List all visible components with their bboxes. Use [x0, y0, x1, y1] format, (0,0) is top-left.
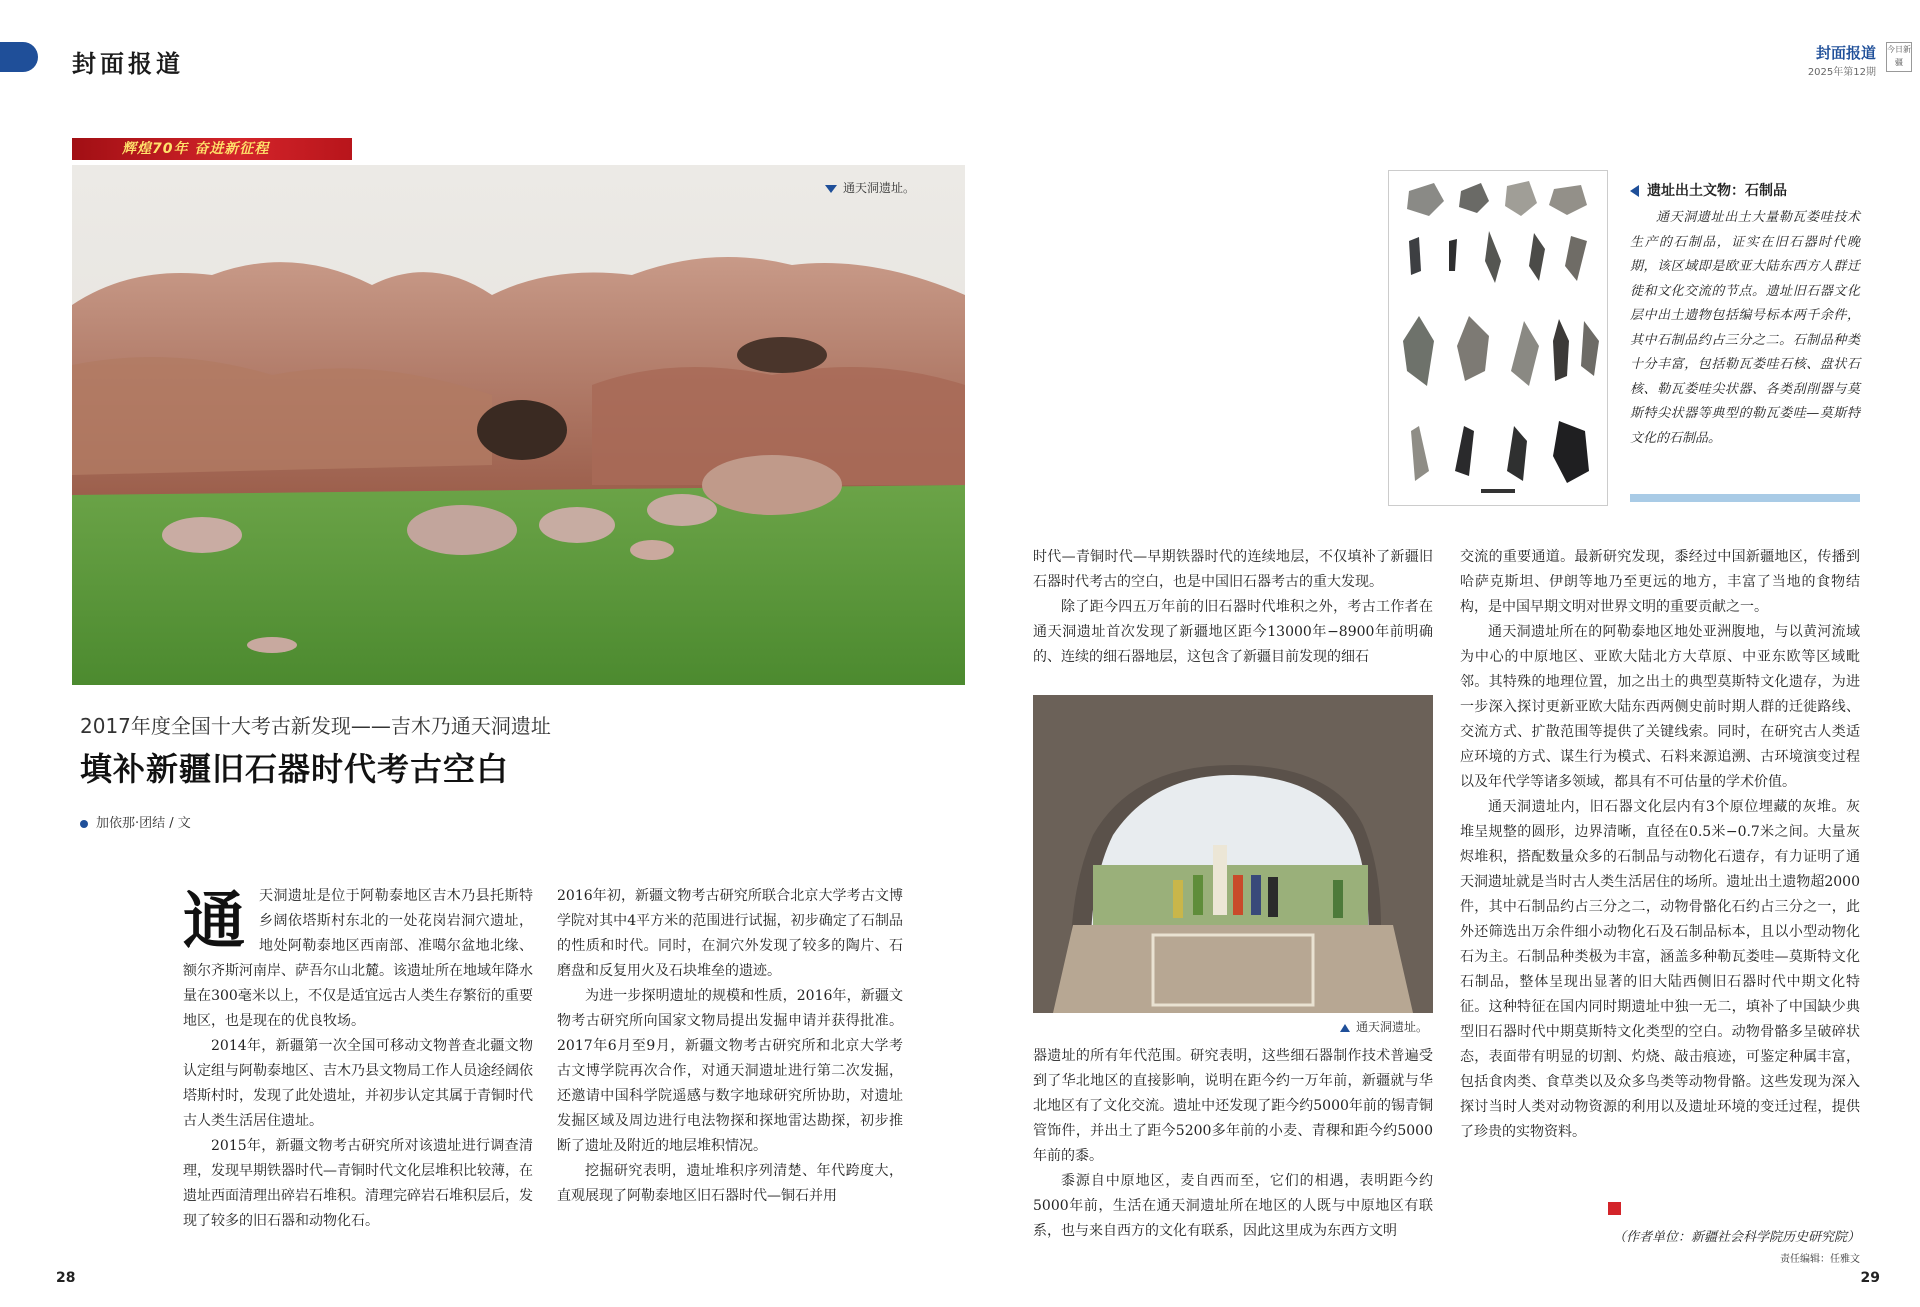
article-column-2: [557, 884, 903, 1209]
byline: 加依那·团结 / 文: [80, 812, 191, 831]
end-mark-icon: [1604, 1198, 1621, 1217]
cave-interior-photo: [1033, 695, 1433, 1013]
artifact-stone-tools-photo: [1388, 170, 1608, 506]
paragraph: 时代—青铜时代—早期铁器时代的连续地层，不仅填补了新疆旧石器时代考古的空白，也是中国旧石器考古的重大发现。: [1033, 549, 1433, 590]
bullet-dot-icon: [80, 820, 88, 828]
article-subtitle: 2017年度全国十大考古新发现——吉木乃通天洞遗址: [80, 714, 551, 738]
page-number-right: 29: [1860, 1270, 1880, 1286]
paragraph: 通天洞遗址所在的阿勒泰地区地处亚洲腹地，与以黄河流域为中心的中原地区、亚欧大陆北方大草原、中亚东欧等区域毗邻。其特殊的地理位置，加之出土的典型莫斯特文化遗存，为进一步深入探讨更新亚欧大陆东西两侧史前时期人群的迁徙路线、交流方式、扩散范围等提供了关键线索。同时，在研究古人类适应环境的方式、谋生行为模式、石料来源追溯、古环境演变过程以及年代学等诸多领域，都具有不可估量的学术价值。: [1460, 624, 1860, 790]
paragraph: 除了距今四五万年前的旧石器时代堆积之外，考古工作者在通天洞遗址首次发现了新疆地区距今13000年−8900年前明确的、连续的细石器地层，这包含了新疆目前发现的细石: [1033, 599, 1433, 665]
magazine-logo: 今日新疆: [1886, 42, 1912, 72]
main-photo-tongtiandong: [72, 165, 965, 685]
running-header-right: [1808, 42, 1876, 78]
page-number-left: 28: [56, 1270, 76, 1286]
sidebar-body: 通天洞遗址出土大量勒瓦娄哇技术生产的石制品，证实在旧石器时代晚期，该区域即是欧亚大陆东西方人群迁徙和文化交流的节点。遗址旧石器文化层中出土遗物包括编号标本两千余件，其中石制品约占三分之二。石制品种类十分丰富，包括勒瓦娄哇石核、盘状石核、勒瓦娄哇尖状器、各类刮削器与莫斯特尖状器等典型的勒瓦娄哇—莫斯特文化的石制品。: [1630, 210, 1860, 446]
paragraph: 器遗址的所有年代范围。研究表明，这些细石器制作技术普遍受到了华北地区的直接影响，说明在距今约一万年前，新疆就与华北地区有了文化交流。遗址中还发现了距今约5000年前的锡青铜管饰件，并出土了距今5200多年前的小麦、青稞和距今约5000年前的黍。: [1033, 1048, 1433, 1164]
dropcap: 通: [183, 884, 246, 957]
section-title-right: 封面报道: [1815, 44, 1876, 62]
section-tab-marker: [0, 42, 38, 72]
paragraph: 2016年初，新疆文物考古研究所联合北京大学考古文博学院对其中4平方米的范围进行试掘，初步确定了石制品的性质和时代。同时，在洞穴外发现了较多的陶片、石磨盘和反复用火及石块堆垒的遗迹。: [557, 888, 903, 979]
article-column-1: [183, 884, 533, 1234]
cave-photo-caption: 通天洞遗址。: [1340, 1018, 1428, 1035]
caption-arrow-icon: [825, 185, 837, 193]
responsible-editor: 责任编辑：任雅文: [1780, 1254, 1860, 1265]
paragraph: 交流的重要通道。最新研究发现，黍经过中国新疆地区，传播到哈萨克斯坦、伊朗等地乃至更远的地方，丰富了当地的食物结构，是中国早期文明对世界文明的重要贡献之一。: [1460, 549, 1860, 615]
paragraph: 为进一步探明遗址的规模和性质，2016年，新疆文物考古研究所向国家文物局提出发掘申请并获得批准。2017年6月至9月，新疆文物考古研究所和北京大学考古文博学院再次合作，对通天洞遗址进行第二次发掘，还邀请中国科学院遥感与数字地球研究所协助，对遗址发掘区域及周边进行电法物探和探地雷达勘探，初步推断了遗址及附近的地层堆积情况。: [557, 988, 903, 1154]
article-column-4: [1460, 545, 1860, 1145]
article-column-3-top: [1033, 545, 1433, 670]
paragraph: 天洞遗址是位于阿勒泰地区吉木乃县托斯特乡阔依塔斯村东北的一处花岗岩洞穴遗址，地处阿勒泰地区西南部、准噶尔盆地北缘、额尔齐斯河南岸、萨吾尔山北麓。该遗址所在地域年降水量在300毫米以上，不仅是适宜远古人类生存繁衍的重要地区，也是现在的优良牧场。: [183, 888, 533, 1029]
caption-arrow-icon: [1340, 1024, 1350, 1032]
section-title-left: 封面报道: [72, 49, 184, 78]
article-title: 填补新疆旧石器时代考古空白: [80, 750, 510, 788]
article-column-3-bottom: [1033, 1044, 1433, 1244]
paragraph: 黍源自中原地区，麦自西而至，它们的相遇，表明距今约5000年前，生活在通天洞遗址所在地区的人既与中原地区有联系，也与来自西方的文化有联系，因此这里成为东西方文明: [1033, 1173, 1433, 1239]
paragraph: 挖掘研究表明，遗址堆积序列清楚、年代跨度大，直观展现了阿勒泰地区旧石器时代—铜石并用: [557, 1163, 903, 1204]
paragraph: 2014年，新疆第一次全国可移动文物普查北疆文物认定组与阿勒泰地区、吉木乃县文物局工作人员途经阔依塔斯村时，发现了此处遗址，并初步认定其属于青铜时代古人类生活居住遗址。: [183, 1038, 533, 1129]
anniversary-banner: 辉煌70年 奋进新征程: [72, 138, 352, 160]
issue-number: 2025年第12期: [1807, 67, 1876, 78]
sidebar-heading: 遗址出土文物：石制品: [1630, 180, 1860, 200]
main-photo-caption: 通天洞遗址。: [825, 179, 915, 196]
artifact-sidebar: [1630, 180, 1860, 451]
paragraph: 通天洞遗址内，旧石器文化层内有3个原位埋藏的灰堆。灰堆呈规整的圆形，边界清晰，直径在0.5米−0.7米之间。大量灰烬堆积，搭配数量众多的石制品与动物化石遗存，有力证明了通天洞遗址就是当时古人类生活居住的场所。遗址出土遗物超2000件，其中石制品约占三分之二，动物骨骼化石约占三分之一，此外还筛选出万余件细小动物化石及石制品标本，且以小型动物化石为主。石制品种类极为丰富，涵盖多种勒瓦娄哇—莫斯特文化石制品，整体呈现出显著的旧大陆西侧旧石器时代中期文化特征。这种特征在国内同时期遗址中独一无二，填补了中国缺少典型旧石器时代中期莫斯特文化类型的空白。动物骨骼多呈破碎状态，表面带有明显的切割、灼烧、敲击痕迹，可鉴定种属丰富，包括食肉类、食草类以及众多鸟类等动物骨骼。这些发现为深入探讨当时人类对动物资源的利用以及遗址环境的变迁过程，提供了珍贵的实物资料。: [1460, 799, 1860, 1140]
sidebar-accent-bar: [1630, 494, 1860, 502]
paragraph: 2015年，新疆文物考古研究所对该遗址进行调查清理，发现早期铁器时代—青铜时代文化层堆积比较薄，在遗址西面清理出碎岩石堆积。清理完碎岩石堆积层后，发现了较多的旧石器和动物化石。: [183, 1138, 533, 1229]
author-affiliation: （作者单位：新疆社会科学院历史研究院）: [1612, 1230, 1860, 1245]
caption-arrow-icon: [1630, 185, 1639, 197]
